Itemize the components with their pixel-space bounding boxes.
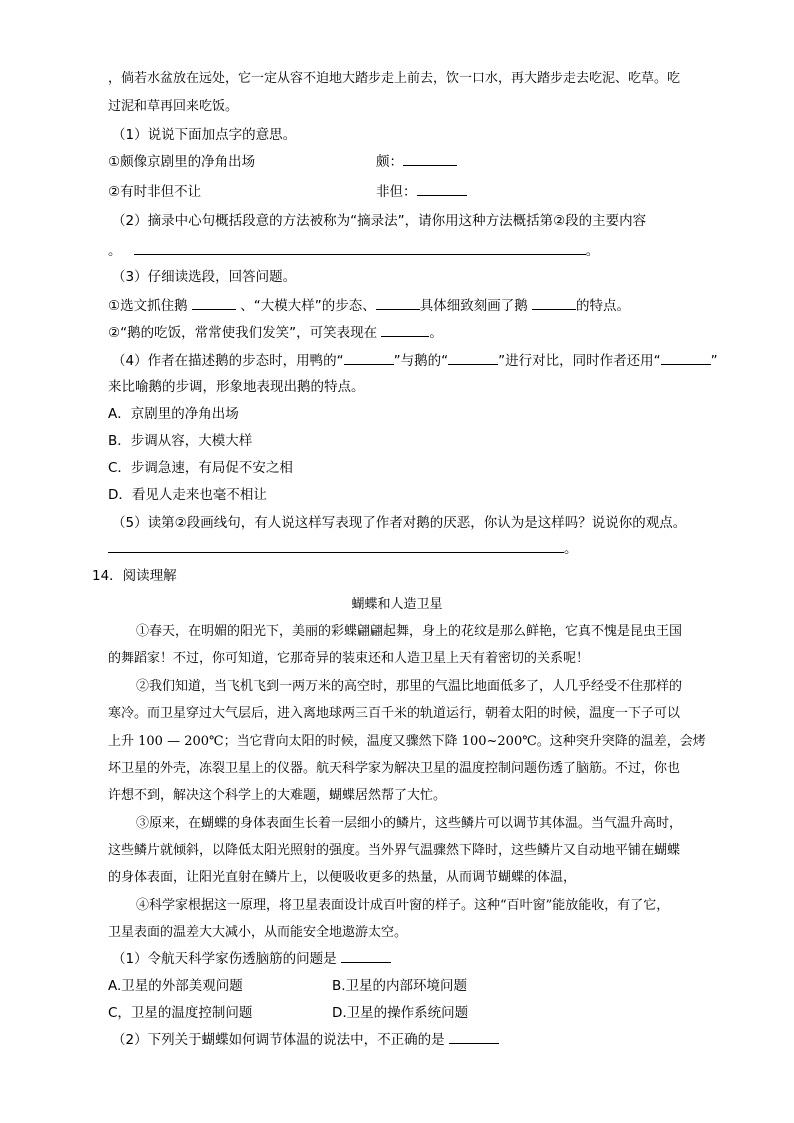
passage-line: 上升 100 — 200℃；当它背向太阳的时候，温度又骤然下降 100~200℃。这种突升突降的温差，会烤: [108, 734, 706, 749]
passage-line: ，倘若水盆放在远处，它一定从容不迫地大踏步走上前去，饮一口水，再大踏步走去吃泥、吃草。吃: [108, 71, 681, 86]
passage-line: ④科学家根据这一原理，将卫星表面设计成百叶窗的样子。这种“百叶窗”能放能收，有了它，: [136, 898, 670, 913]
option-b[interactable]: B.卫星的内部环境问题: [332, 978, 468, 994]
question-item: ①选文抓住鹅 、“大模大样”的步态、 具体细致刻画了鹅 的特点。: [108, 298, 630, 314]
answer-label: 颇：: [376, 154, 403, 170]
question-stem-cont: 来比喻鹅的步调，形象地表现出鹅的特点。: [108, 379, 365, 395]
question-item: ②“鹅的吃饭，常常使我们发笑”，可笑表现在 。: [108, 325, 443, 341]
question-stem: （5）读第②段画线句，有人说这样写表现了作者对鹅的厌恶，你认为是这样吗？说说你的观点。: [112, 515, 687, 531]
answer-slot[interactable]: [376, 183, 467, 201]
answer-blank[interactable]: [417, 183, 467, 196]
answer-blank[interactable]: [108, 540, 564, 553]
passage-line: ①春天，在明媚的阳光下，美丽的彩蝶翩翩起舞，身上的花纹是那么鲜艳，它真不愧是昆虫王国: [136, 624, 683, 639]
passage-line: 许想不到，解决这个科学上的大难题，蝴蝶居然帮了大忙。: [108, 788, 447, 803]
question-stem: （1）令航天科学家伤透脑筋的问题是: [112, 950, 391, 968]
question-heading: 14．阅读理解: [92, 568, 177, 584]
question-item: ①颇像京剧里的净角出场: [108, 154, 256, 170]
option-c[interactable]: C．步调急速，有局促不安之相: [108, 460, 293, 476]
question-stem: （4）作者在描述鹅的步态时，用鸭的“ ”与鹅的“ ”进行对比，同时作者还用“ ”: [112, 353, 718, 369]
passage-line: ②我们知道，当飞机飞到一两万米的高空时，那里的气温比地面低多了，人几乎经受不住那样的: [136, 679, 683, 694]
passage-line: 寒冷。而卫星穿过大气层后，进入离地球两三百千米的轨道运行，朝着太阳的时候，温度一下子可以: [108, 706, 681, 721]
question-stem: （1）说说下面加点字的意思。: [112, 127, 297, 143]
answer-blank[interactable]: [449, 1031, 499, 1044]
passage-line: ③原来，在蝴蝶的身体表面生长着一层细小的鳞片，这些鳞片可以调节其体温。当气温升高时，: [136, 816, 683, 831]
option-a[interactable]: A.卫星的外部美观问题: [108, 978, 243, 994]
passage-line: 的舞蹈家！不过，你可知道，它那奇异的装束还和人造卫星上天有着密切的关系呢！: [108, 651, 590, 666]
question-stem: （2）摘录中心句概括段意的方法被称为“摘录法”，请你用这种方法概括第②段的主要内容: [112, 213, 647, 229]
answer-blank[interactable]: [341, 950, 391, 963]
option-d[interactable]: D．看见人走来也毫不相让: [108, 487, 267, 503]
passage-line: 这些鳞片就倾斜，以降低太阳光照射的强度。当外界气温骤然下降时，这些鳞片又自动地平铺在蝴蝶: [108, 843, 681, 858]
option-a[interactable]: A．京剧里的净角出场: [108, 406, 239, 422]
answer-blank[interactable]: [403, 153, 457, 166]
answer-label: 非但：: [376, 184, 417, 200]
passage-line: 过泥和草再回来吃饭。: [108, 99, 239, 114]
answer-blank[interactable]: [532, 297, 576, 310]
answer-blank[interactable]: [134, 242, 586, 255]
option-d[interactable]: D.卫星的操作系统问题: [332, 1005, 469, 1021]
passage-line: 的身体表面，让阳光直射在鳞片上，以便吸收更多的热量，从而调节蝴蝶的体温，: [108, 870, 577, 885]
question-stem: （3）仔细读选段，回答问题。: [112, 269, 297, 285]
answer-blank[interactable]: [376, 297, 420, 310]
option-b[interactable]: B．步调从容，大模大样: [108, 433, 253, 449]
passage-line: 坏卫星的外壳，冻裂卫星上的仪器。航天科学家为解决卫星的温度控制问题伤透了脑筋。不过，你也: [108, 761, 681, 776]
question-stem: （2）下列关于蝴蝶如何调节体温的说法中，不正确的是: [112, 1031, 499, 1049]
answer-blank[interactable]: [448, 352, 498, 365]
answer-line[interactable]: 。 。: [108, 243, 600, 259]
passage-line: 卫星表面的温差大大减小，从而能安全地遨游太空。: [108, 925, 408, 940]
passage-title: 蝴蝶和人造卫星: [351, 597, 443, 612]
answer-blank[interactable]: [192, 297, 236, 310]
answer-slot[interactable]: [376, 153, 457, 171]
answer-blank[interactable]: [381, 324, 429, 337]
answer-blank[interactable]: [344, 352, 394, 365]
answer-line[interactable]: 。: [108, 540, 578, 558]
question-item: ②有时非但不让: [108, 184, 202, 200]
option-c[interactable]: C，卫星的温度控制问题: [108, 1005, 253, 1021]
answer-blank[interactable]: [661, 352, 711, 365]
